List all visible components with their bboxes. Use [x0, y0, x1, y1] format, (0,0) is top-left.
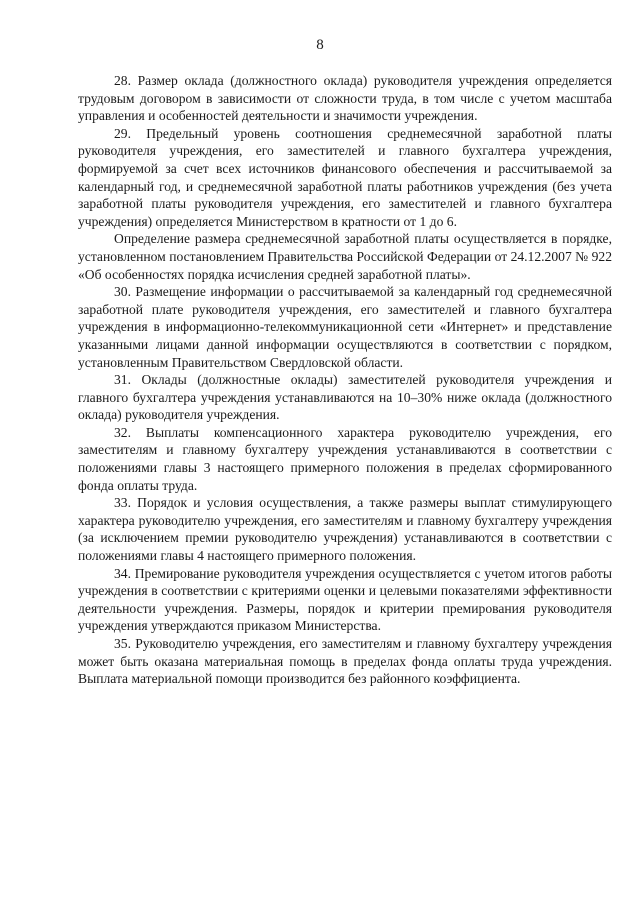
paragraph-28: 28. Размер оклада (должностного оклада) руководителя учреждения определяется трудовым договором в зависимости от сложности труда, в том числе с учетом масштаба управления и особенностей деятельности и значимости учреждения.: [78, 73, 612, 124]
paragraph-29: 29. Предельный уровень соотношения среднемесячной заработной платы руководителя учреждения, его заместителей и главного бухгалтера учреждения, формируемой за счет всех источников финансового обеспечения и рассчитываемой за календарный год, и среднемесячной заработной платы работников учреждения (без учета заработной платы руководителя учреждения, его заместителей и главного бухгалтера учреждения) определяется Министерством в кратности от 1 до 6.: [78, 125, 612, 229]
paragraph-34: 34. Премирование руководителя учреждения осуществляется с учетом итогов работы учреждения в соответствии с критериями оценки и целевыми показателями эффективности деятельности учреждения. Размеры, порядок и критерии премирования руководителя учреждения утверждаются приказом Министерства.: [78, 565, 612, 634]
page-number: 8: [316, 37, 324, 53]
paragraph-31: 31. Оклады (должностные оклады) заместителей руководителя учреждения и главного бухгалтера учреждения устанавливаются на 10–30% ниже оклада (должностного оклада) руководителя учреждения.: [78, 372, 612, 423]
paragraph-35: 35. Руководителю учреждения, его заместителям и главному бухгалтеру учреждения может быть оказана материальная помощь в пределах фонда оплаты труда учреждения. Выплата материальной помощи производится без районного коэффициента.: [78, 636, 612, 687]
paragraph-29-definition: Определение размера среднемесячной заработной платы осуществляется в порядке, установленном постановлением Правительства Российской Федерации от 24.12.2007 № 922 «Об особенностях порядка исчисления средней заработной платы».: [78, 231, 612, 282]
paragraph-30: 30. Размещение информации о рассчитываемой за календарный год среднемесячной заработной плате руководителя учреждения, его заместителей и главного бухгалтера учреждения в информационно-телекоммуникационной сети «Интернет» и представление указанными лицами данной информации осуществляются в соответствии с порядком, установленным Правительством Свердловской области.: [78, 284, 612, 370]
document-body: [78, 72, 612, 688]
paragraph-33: 33. Порядок и условия осуществления, а также размеры выплат стимулирующего характера руководителю учреждения, его заместителям и главному бухгалтеру учреждения (за исключением премии руководителю учреждения) устанавливаются в соответствии с положениями главы 4 настоящего примерного положения.: [78, 495, 612, 564]
paragraph-32: 32. Выплаты компенсационного характера руководителю учреждения, его заместителям и главному бухгалтеру учреждения устанавливаются в соответствии с положениями главы 3 настоящего примерного положения в пределах сформированного фонда оплаты труда.: [78, 424, 612, 493]
